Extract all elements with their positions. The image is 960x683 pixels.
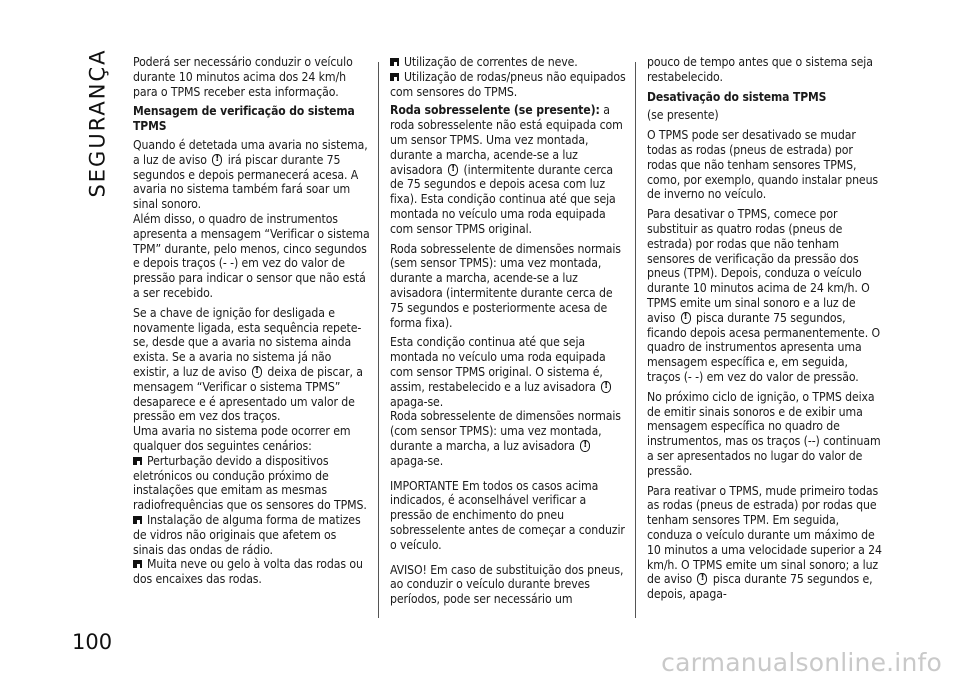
paragraph-important: IMPORTANTE Em todos os casos acima indicados, é aconselhável verificar a pressão de enchimento do pneu sobresselente antes de começar a conduzir o veículo.: [390, 478, 625, 552]
text: pisca durante 75 segundos, ficando depois acesa permanentemente. O quadro de instrumentos apresenta uma mensagem específica e, em seguida, traços (- -) em vez do valor de pressão.: [647, 310, 880, 384]
list-item: [133, 557, 370, 587]
heading-tpms-deactivation: Desativação do sistema TPMS: [647, 89, 827, 104]
paragraph: O TPMS pode ser desativado se mudar todas as rodas (pneus de estrada) por rodas que não tenham sensores TPMS, como, por exemplo, quando instalar pneus de inverno no veículo.: [647, 128, 879, 202]
paragraph: [133, 138, 370, 212]
text: Instalação de alguma forma de matizes de vidros não originais que afetem os sinais das ondas de rádio.: [133, 512, 361, 557]
text: (intermitente durante cerca de 75 segundos e depois acesa com luz fixa). Esta condição continua até que seja montada no veículo uma roda equipada com sensor TPMS original.: [390, 162, 616, 236]
bullet-icon: [133, 560, 142, 568]
paragraph: Roda sobresselente de dimensões normais (sem sensor TPMS): uma vez montada, durante a marcha, acende-se a luz avisadora (intermitente durante cerca de 75 segundos e posteriormente acesa de forma fixa).: [390, 241, 621, 330]
text-column-3: [647, 55, 884, 607]
paragraph: [390, 335, 627, 409]
list-item: [133, 454, 370, 513]
text: Se a chave de ignição for desligada e novamente ligada, esta sequência repete-se, desde que a avaria no sistema ainda exista. Se a avaria no sistema já não existir, a luz de aviso: [133, 305, 362, 379]
text: apaga-se.: [390, 453, 444, 468]
tpms-warning-icon: [252, 366, 262, 378]
text: Roda sobresselente de dimensões normais (com sensor TPMS): uma vez montada, durante a marcha, a luz avisadora: [390, 409, 621, 453]
text: a roda sobresselente não está equipada com um sensor TPMS. Uma vez montada, durante a marcha, acende-se a luz avisadora: [390, 103, 623, 177]
paragraph-warning: AVISO! Em caso de substituição dos pneus, ao conduzir o veículo durante breves períodos, pode ser necessário um: [390, 562, 624, 607]
tpms-warning-icon: [697, 573, 707, 585]
page-number: 100: [72, 630, 113, 654]
lead-text: Roda sobresselente (se presente):: [390, 103, 600, 118]
tpms-warning-icon: [212, 154, 222, 166]
paragraph: Uma avaria no sistema pode ocorrer em qualquer dos seguintes cenários:: [133, 424, 351, 453]
tpms-warning-icon: [681, 312, 691, 324]
paragraph: No próximo ciclo de ignição, o TPMS deixa de emitir sinais sonoros e de exibir uma mensagem específica no quadro de instrumentos, mas os traços (--) continuam a ser apresentados no lugar do valor de pressão.: [647, 389, 881, 478]
tpms-warning-icon: [601, 381, 611, 393]
section-title: [78, 48, 118, 198]
text: deixa de piscar, a mensagem “Verificar o sistema TPMS” desaparece e é apresentado um valor de pressão em vez dos traços.: [133, 364, 363, 424]
watermark: carmanualsonline.info: [661, 648, 942, 677]
text: Utilização de correntes de neve.: [404, 55, 578, 69]
text: Utilização de rodas/pneus não equipados com sensores do TPMS.: [390, 69, 626, 99]
paragraph: Além disso, o quadro de instrumentos apresenta a mensagem “Verificar o sistema TPM” durante, pelo menos, cinco segundos e depois traços (- -) em vez do valor de pressão para indicar o sensor que não está a ser recebido.: [133, 211, 370, 300]
text: apaga-se.: [390, 394, 444, 409]
paragraph: [647, 484, 884, 602]
heading-tpms-check: Mensagem de verificação do sistema TPMS: [133, 104, 355, 134]
text-column-1: [133, 55, 370, 587]
list-item: [390, 55, 627, 70]
text: irá piscar durante 75 segundos e depois permanecerá acesa. A avaria no sistema também fará soar um sinal sonoro.: [133, 152, 359, 212]
text: Quando é detetada uma avaria no sistema, a luz de aviso: [133, 137, 368, 167]
section-title-text: SEGURANÇA: [86, 48, 110, 198]
text: Para reativar o TPMS, mude primeiro todas as rodas (pneus de estrada) por rodas que tenham sensores TPM. Em seguida, conduza o veículo durante um máximo de 10 minutos a uma velocidade superior a 24 km/h. O TPMS emite um sinal sonoro; a luz de aviso: [647, 483, 882, 587]
text: Esta condição continua até que seja montada no veículo uma roda equipada com sensor TPMS original. O sistema é, assim, restabelecido e a luz avisadora: [390, 335, 606, 394]
bullet-icon: [390, 58, 399, 66]
paragraph: (se presente): [647, 108, 719, 123]
text: Muita neve ou gelo à volta das rodas ou dos encaixes das rodas.: [133, 557, 363, 587]
column-divider: [378, 62, 379, 618]
bullet-icon: [133, 457, 142, 465]
list-item: [133, 513, 370, 557]
text: pisca durante 75 segundos e, depois, apaga-: [647, 572, 873, 602]
paragraph: [647, 207, 884, 385]
paragraph: [390, 409, 627, 468]
tpms-warning-icon: [448, 164, 458, 176]
paragraph: [390, 103, 627, 236]
text-column-2: [390, 55, 627, 612]
bullet-icon: [390, 73, 399, 81]
text: Perturbação devido a dispositivos eletrónicos ou condução próximo de instalações que emitam as mesmas radiofrequências que os sensores do TPMS.: [133, 453, 367, 513]
paragraph: pouco de tempo antes que o sistema seja restabelecido.: [647, 55, 873, 84]
paragraph: Poderá ser necessário conduzir o veículo durante 10 minutos acima dos 24 km/h para o TPMS receber esta informação.: [133, 55, 353, 99]
paragraph: [133, 306, 370, 424]
text: Para desativar o TPMS, comece por substituir as quatro rodas (pneus de estrada) por rodas que não tenham sensores de verificação da pressão dos pneus (TPM). Depois, conduza o veículo durante 10 minutos acima de 24 km/h. O TPMS emite um sinal sonoro e a luz de aviso: [647, 207, 870, 325]
bullet-icon: [133, 516, 142, 524]
column-divider: [635, 62, 636, 618]
tpms-warning-icon: [580, 440, 590, 452]
list-item: [390, 70, 627, 100]
